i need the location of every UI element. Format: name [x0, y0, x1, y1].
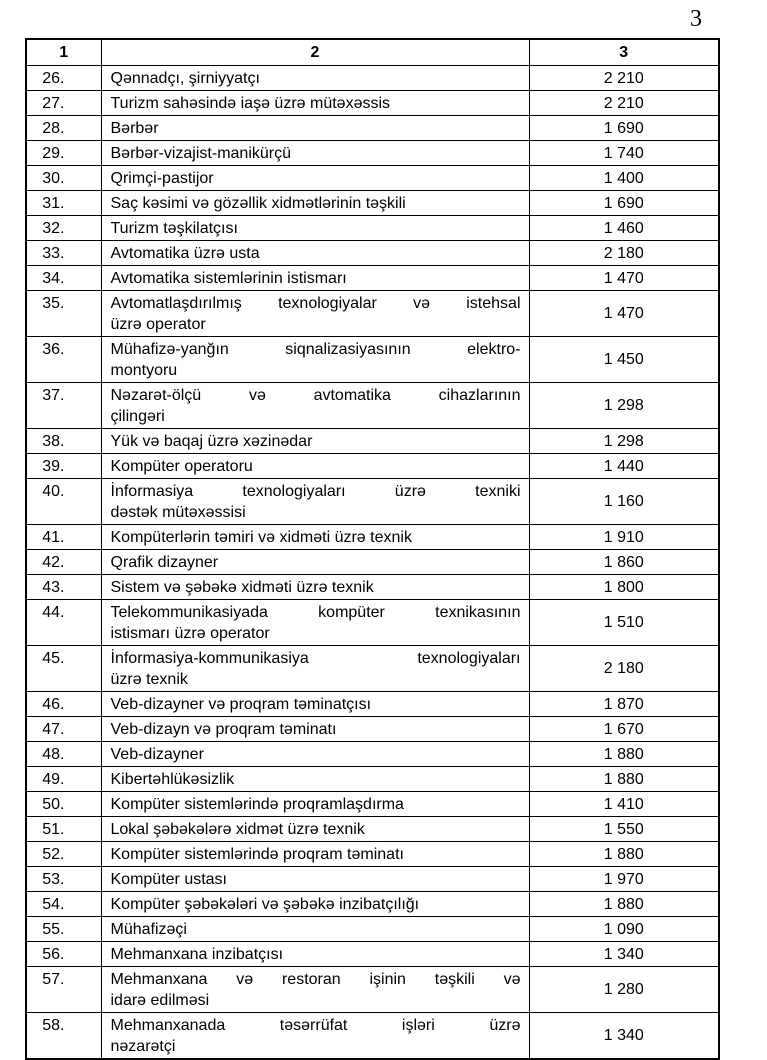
row-value: 1 880: [529, 767, 719, 792]
table-row: [26, 942, 719, 967]
occupation-name-line: Saç kəsimi və gözəllik xidmətlərinin təşkili: [110, 194, 406, 212]
row-value: 1 410: [529, 792, 719, 817]
occupation-name: [101, 867, 529, 892]
occupation-name-line: Turizm təşkilatçısı: [110, 219, 238, 237]
table-row: [26, 141, 719, 166]
occupation-name-line: Veb-dizayner: [110, 745, 204, 763]
table-row: [26, 717, 719, 742]
table-row: [26, 767, 719, 792]
occupation-name-line: Kompüter sistemlərində proqramlaşdırma: [110, 795, 404, 813]
row-value: 1 550: [529, 817, 719, 842]
occupation-name-line: Mehmanxanada təsərrüfat işləri üzrə: [110, 1016, 521, 1034]
occupation-name-line: Mehmanxana və restoran işinin təşkili və: [110, 970, 521, 988]
row-number: 41.: [26, 525, 101, 550]
occupation-name-line: idarə edilməsi: [110, 991, 210, 1009]
occupation-name: [101, 646, 529, 692]
table-row: [26, 383, 719, 429]
occupation-name: [101, 166, 529, 191]
table-row: [26, 692, 719, 717]
row-value: 2 210: [529, 91, 719, 116]
occupation-name: [101, 525, 529, 550]
occupation-name-line: İnformasiya-kommunikasiya texnologiyaları: [110, 649, 521, 667]
row-number: 27.: [26, 91, 101, 116]
occupation-name-line: dəstək mütəxəssisi: [110, 503, 246, 521]
table-row: [26, 742, 719, 767]
occupation-name-line: nəzarətçi: [110, 1037, 176, 1055]
row-number: 40.: [26, 479, 101, 525]
row-number: 57.: [26, 967, 101, 1013]
row-value: 1 510: [529, 600, 719, 646]
row-value: 1 280: [529, 967, 719, 1013]
occupation-name-line: Avtomatlaşdırılmış texnologiyalar və istehsal: [110, 294, 521, 312]
row-number: 51.: [26, 817, 101, 842]
row-value: 2 210: [529, 66, 719, 91]
occupation-name-line: Lokal şəbəkələrə xidmət üzrə texnik: [110, 820, 365, 838]
column-header-2: 2: [101, 39, 529, 66]
occupation-name: [101, 383, 529, 429]
occupation-name: [101, 429, 529, 454]
table-row: [26, 454, 719, 479]
row-number: 48.: [26, 742, 101, 767]
row-number: 35.: [26, 291, 101, 337]
row-value: 1 090: [529, 917, 719, 942]
row-value: 1 340: [529, 942, 719, 967]
row-number: 47.: [26, 717, 101, 742]
occupation-name-line: çilingəri: [110, 407, 165, 425]
row-value: 1 870: [529, 692, 719, 717]
table-row: [26, 600, 719, 646]
occupation-name: [101, 454, 529, 479]
table-row: [26, 792, 719, 817]
table-row: [26, 817, 719, 842]
row-number: 38.: [26, 429, 101, 454]
column-header-3: 3: [529, 39, 719, 66]
table-row: [26, 967, 719, 1013]
table-row: [26, 479, 719, 525]
occupation-name: [101, 692, 529, 717]
occupation-name-line: Sistem və şəbəkə xidməti üzrə texnik: [110, 578, 374, 596]
row-number: 37.: [26, 383, 101, 429]
occupation-name: [101, 91, 529, 116]
occupation-name-line: Kompüter sistemlərində proqram təminatı: [110, 845, 404, 863]
occupation-name-line: üzrə texnik: [110, 670, 188, 688]
occupations-table: [25, 38, 720, 1060]
table-row: [26, 892, 719, 917]
table-row: [26, 842, 719, 867]
row-number: 56.: [26, 942, 101, 967]
row-number: 58.: [26, 1013, 101, 1060]
row-value: 1 298: [529, 383, 719, 429]
row-number: 42.: [26, 550, 101, 575]
row-value: 1 160: [529, 479, 719, 525]
occupation-name-line: İnformasiya texnologiyaları üzrə texniki: [110, 482, 521, 500]
occupation-name: [101, 967, 529, 1013]
occupation-name: [101, 742, 529, 767]
occupation-name-line: Bərbər: [110, 119, 159, 137]
table-row: [26, 191, 719, 216]
table-row: [26, 525, 719, 550]
column-header-1: 1: [26, 39, 101, 66]
table-row: [26, 575, 719, 600]
occupation-name: [101, 191, 529, 216]
table-row: [26, 867, 719, 892]
occupation-name-line: Qrimçi-pastijor: [110, 169, 214, 187]
row-value: 2 180: [529, 646, 719, 692]
row-value: 1 740: [529, 141, 719, 166]
occupation-name: [101, 266, 529, 291]
row-number: 26.: [26, 66, 101, 91]
table-row: [26, 917, 719, 942]
occupation-name: [101, 479, 529, 525]
row-number: 53.: [26, 867, 101, 892]
table-row: [26, 291, 719, 337]
occupation-name-line: Kompüter şəbəkələri və şəbəkə inzibatçılığı: [110, 895, 420, 913]
row-value: 1 298: [529, 429, 719, 454]
occupation-name-line: Mehmanxana inzibatçısı: [110, 945, 284, 963]
table-row: [26, 550, 719, 575]
occupation-name: [101, 116, 529, 141]
row-value: 1 880: [529, 842, 719, 867]
row-value: 1 860: [529, 550, 719, 575]
table-row: [26, 116, 719, 141]
occupation-name-line: Qrafik dizayner: [110, 553, 219, 571]
occupation-name: [101, 216, 529, 241]
row-value: 1 670: [529, 717, 719, 742]
row-number: 44.: [26, 600, 101, 646]
row-number: 55.: [26, 917, 101, 942]
row-value: 1 450: [529, 337, 719, 383]
occupation-name: [101, 892, 529, 917]
row-value: 1 460: [529, 216, 719, 241]
row-value: 1 440: [529, 454, 719, 479]
row-number: 46.: [26, 692, 101, 717]
occupation-name-line: Yük və baqaj üzrə xəzinədar: [110, 432, 313, 450]
table-row: [26, 66, 719, 91]
occupation-name: [101, 942, 529, 967]
occupation-name-line: Avtomatika üzrə usta: [110, 244, 260, 262]
table-row: [26, 216, 719, 241]
table-row: [26, 1013, 719, 1060]
row-value: 1 400: [529, 166, 719, 191]
table-row: [26, 646, 719, 692]
table-row: [26, 266, 719, 291]
occupation-name-line: üzrə operator: [110, 315, 206, 333]
row-number: 30.: [26, 166, 101, 191]
row-value: 1 800: [529, 575, 719, 600]
occupation-name: [101, 575, 529, 600]
page-number: 3: [690, 6, 702, 32]
occupation-name: [101, 550, 529, 575]
row-value: 1 690: [529, 191, 719, 216]
occupation-name: [101, 600, 529, 646]
row-number: 50.: [26, 792, 101, 817]
row-value: 1 470: [529, 291, 719, 337]
occupation-name: [101, 66, 529, 91]
row-value: 1 470: [529, 266, 719, 291]
table-row: [26, 91, 719, 116]
occupation-name-line: montyoru: [110, 361, 178, 379]
occupation-name: [101, 917, 529, 942]
occupation-name: [101, 767, 529, 792]
occupation-name-line: Kibertəhlükəsizlik: [110, 770, 235, 788]
table-header-row: [26, 39, 719, 66]
row-number: 43.: [26, 575, 101, 600]
row-number: 29.: [26, 141, 101, 166]
row-number: 31.: [26, 191, 101, 216]
row-value: 1 970: [529, 867, 719, 892]
occupation-name-line: Qənnadçı, şirniyyatçı: [110, 69, 260, 87]
occupation-name-line: Avtomatika sistemlərinin istismarı: [110, 269, 347, 287]
row-number: 34.: [26, 266, 101, 291]
occupation-name-line: Mühafizəçi: [110, 920, 187, 938]
row-value: 1 340: [529, 1013, 719, 1060]
occupation-name: [101, 817, 529, 842]
occupation-name-line: Kompüterlərin təmiri və xidməti üzrə texnik: [110, 528, 412, 546]
occupation-name-line: Veb-dizayner və proqram təminatçısı: [110, 695, 372, 713]
row-number: 28.: [26, 116, 101, 141]
row-value: 1 690: [529, 116, 719, 141]
row-value: 2 180: [529, 241, 719, 266]
row-number: 45.: [26, 646, 101, 692]
occupation-name: [101, 842, 529, 867]
row-number: 49.: [26, 767, 101, 792]
row-number: 32.: [26, 216, 101, 241]
row-number: 52.: [26, 842, 101, 867]
row-number: 39.: [26, 454, 101, 479]
occupation-name: [101, 717, 529, 742]
occupation-name-line: Telekommunikasiyada kompüter texnikasının: [110, 603, 521, 621]
occupation-name-line: Bərbər-vizajist-manikürçü: [110, 144, 291, 162]
occupation-name-line: Turizm sahəsində iaşə üzrə mütəxəssis: [110, 94, 391, 112]
occupation-name: [101, 291, 529, 337]
occupation-name-line: Veb-dizayn və proqram təminatı: [110, 720, 337, 738]
table-row: [26, 337, 719, 383]
occupation-name-line: Kompüter operatoru: [110, 457, 253, 475]
occupation-name-line: Kompüter ustası: [110, 870, 227, 888]
table-row: [26, 429, 719, 454]
row-number: 54.: [26, 892, 101, 917]
row-number: 33.: [26, 241, 101, 266]
table-body: [26, 66, 719, 1060]
row-number: 36.: [26, 337, 101, 383]
occupation-name: [101, 792, 529, 817]
row-value: 1 880: [529, 892, 719, 917]
row-value: 1 880: [529, 742, 719, 767]
table-row: [26, 241, 719, 266]
occupation-name: [101, 241, 529, 266]
occupation-name-line: Mühafizə-yanğın siqnalizasiyasının elektro-: [110, 340, 521, 358]
occupation-name-line: Nəzarət-ölçü və avtomatika cihazlarının: [110, 386, 521, 404]
occupation-name-line: istismarı üzrə operator: [110, 624, 270, 642]
row-value: 1 910: [529, 525, 719, 550]
table-row: [26, 166, 719, 191]
occupation-name: [101, 1013, 529, 1060]
occupation-name: [101, 337, 529, 383]
occupation-name: [101, 141, 529, 166]
